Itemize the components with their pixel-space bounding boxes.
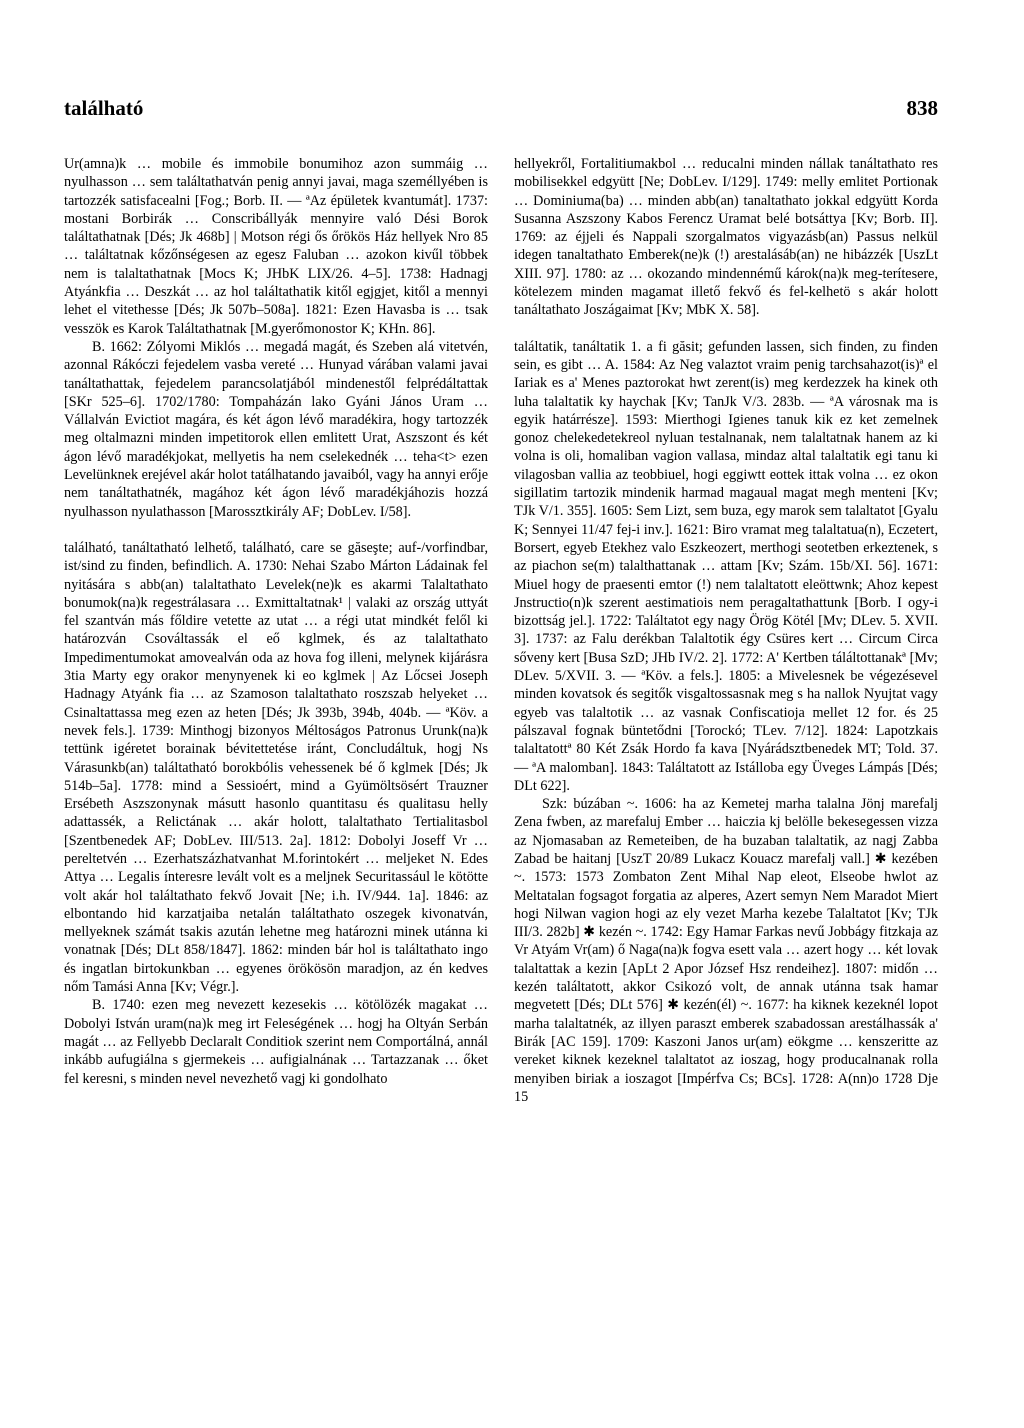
- left-paragraph: Ur(amna)k … mobile és immobile bonumihoz azon summáig … nyulhasson … sem találtathatván penig annyi javai, maga személlyében is tartozzék satisfacealni [Fog.; Borb. II. — ªAz épületek kvantumát]. 1737: mostani Borbirák … Conscribállyák mennyire való Dési Borok találtathatnak [Dés; Jk 468b] | Motson régi ős őrökös Ház hellyek Nro 85 … találtatnak kőzőnségesen az egesz Faluban … azokon kivűl többek nem is talaltathatnak [Mocs K; JHbK LIX/26. 4–5]. 1738: Hadnagj Atyánkfia … Deszkát … az hol találtathatik kitől egjgjet, kitől a mennyi lehet el vitethesse [Dés; Jk 507b–508a]. 1821: Ezen Havasba is … tsak vesszök es Karok Találtathatnak [M.gyerőmonostor K; KHn. 86].: [64, 156, 488, 337]
- running-headword: található: [64, 96, 144, 120]
- right-paragraph: hellyekről, Fortalitiumakbol … reducalni minden nállak tanáltathato res mobilisekkel edgyütt [Ne; DobLev. I/129]. 1749: melly emlitet Portionak … Dominiuma(ba) … minden abb(an) tanaltathato jokkal edgyütt Korda Susanna Aszszony Kabos Ferencz Uramat belé botsáttya [Kv; Borb. II]. 1769: az éjjeli és Nappali szorgalmatos vigyazásb(an) Passus nelkül idegen tanaltathato Emberek(ne)k (!) arestalásáb(an) ne hibázzék [UszLt XIII. 97]. 1780: az … okozando mindennémű károk(na)k meg-terítesere, kötelezem minden magamat illető fekvő és fel-kelhetö s akár holott tanáltathato Joszágaimat [Kv; MbK X. 58].: [514, 156, 938, 319]
- left-paragraph: B. 1740: ezen meg nevezett kezesekis … kötölözék magakat … Dobolyi István uram(na)k meg irt Feleségének … hogj ha Oltyán Serbán magát … az Fellyebb Declaralt Conditiok szerint nem Comportálná, annál inkább aufugiálna s gjermekeis … aufigialnának … Tartazzanak … őket fel keresni, s minden nevel nevezhető vagj ki gondolhato: [64, 997, 488, 1087]
- dictionary-entry: találtatik, tanáltatik 1. a fi găsit; gefunden lassen, sich finden, zu finden sein, es gibt … A. 1584: Az Neg valaztot vraim penig tarchsahazot(is)ª el Iariak es a' Menes paztorokat hwt zerent(is) meg kerdezzek ha kinek oth luha talaltatik ky haychak [Kv; TanJk V/3. 283b. — ªA városnak ma is egyik határrésze]. 1593: Mierthogi Igienes tanuk kik ez ket zemelnek gonoz chelekedetekreol nyluan testalnanak, nem talaltatnak hanem az ki volna is oli, homaliban vagion vallasa, mindaz altal talaltatik egi tanu ki vilagosban vallia az teobbiuel, hogi eggiwtt eottek ittak volna … ez okon sigillatim tartozik mindenik harmad magaual magat megh menteni [Kv; TJk V/1. 355]. 1605: Sem Lizt, sem buza, egy marok sem talaltatot [Gyalu K; Sennyei 11/47 fej-i inv.]. 1621: Biro vramat meg talaltatua(n), Eczetert, Borsert, egyeb Etekhez valo Eszkeozert, merthogi seotetben erkeztenek, s az piachon se(m) talalthattanak … attam [Kv; Szám. 15b/XI. 56]. 1671: Miuel hogy de praesenti emtor (!) nem talaltatott eleöttwnk; Ahoz kepest Jnstructio(n)k szerent aestimatiois nem peragaltathattunk [Borb. I ogy-i bizottság jel.]. 1722: Találtatot egy nagy Örög Kötél [Mv; DLev. 5. XVII. 3]. 1737: az Falu derékban Talaltotik égy Csüres kert … Circum Circa sőveny kert [Busa SzD; JHb IV/2. 2]. 1772: A' Kertben táláltottanakª [Mv; DLev. 5/XVII. 3. — ªKöv. a fels.]. 1805: a Mivelesnek be végezésevel minden kovatsok és segitők visgaltossasnak meg s ha nallok Nyujtat vagy egyeb vas talaltotik … az vasnak Confiscatioja mellet 12 for. és 25 pálszaval fognak büntetődni [Torockó; TLev. 7/12]. 1824: Lapotzkais talaltatottª 80 Két Zsák Hordo fa kava [Nyárádsztbenedek MT; Told. 37. — ªA malomban]. 1843: Találtatott az Istálloba egy Üveges Lámpás [Dés; DLt 622].: [514, 338, 938, 794]
- text-columns: [64, 155, 938, 1106]
- left-column: [64, 155, 488, 1106]
- page-number: 838: [906, 96, 938, 120]
- left-paragraph: B. 1662: Zólyomi Miklós … megadá magát, és Szeben alá vitetvén, azonnal Rákóczi fejedelem vasba vereté … Hunyad várában valami javai tanáltathattak, fejedelem parancsolatjából mindenestől felprédáltattak [SKr 525–6]. 1702/1780: Tompaházán lako Gyáni János Uram … Vállalván Evictiot magára, és két ágon lévő maradékira, hogy tartozzék meg oltalmazni minden impetitorok ellen emlitett Urat, Aszszont és két ágon lévő maradékjokat, mellyetis ha nem cselekednék … teha<t> ezen Levelünknek erejével akár holot tatálhatando javaiból, vagy ha annyi erője nem tanáltathatnék, magához két ágon lévő maradékjáhozis hozzá nyulhasson nyulathasson [Marossztkirály AF; DobLev. I/58].: [64, 338, 488, 520]
- dictionary-entry: található, tanáltatható lelhető, található, care se găseşte; auf-/vorfindbar, ist/sind zu finden, befindlich. A. 1730: Nehai Szabo Márton Ládainak fel nyitására s abb(an) talaltathato Levelek(ne)k es akarmi Talaltathato bonumok(na)k regestrálasara … Exmittaltatnak¹ | valaki az ország uttyát fel szantván más főldire vetette az utat … a régi utat mindkét felől ki határozván Csováltassák el eő kglmek, és az talaltathato Impedimentumokat amovealván oda az hova fog illeni, melynek kijárásra 3tia Marty egy orakor menynyenek ki eo kglmek | Az Lőcsei Joseph Hadnagy Atyánk fia … az Szamoson talaltathato roszszab helyeket … Csinaltattassa meg ezen az heten [Dés; Jk 393b, 394b, 404b. — ªKöv. a nevek fels.]. 1739: Minthogj bizonyos Méltoságos Patronus Urunk(na)k tettünk igéretet borainak bévitettetése iránt, Concludáltuk, hogj Ns Várasunkb(an) találtatható borokbólis vehessenek bé ő kglmek [Dés; Jk 514b–5a]. 1778: mind a Sessioért, mind a Gyümöltsösért Trauzner Ersébeth Aszszonynak másutt hasonlo quantitasu és qualitasu helly adattassék, a Relictának … akár holott, talaltathato Tertialitasbol [Szentbenedek AF; DobLev. III/513. 2a]. 1812: Dobolyi Joseff Vr … pereltetvén … Ezerhatszázhatvanhat M.forintokért … meljeket N. Edes Attya … Legalis ínteresre levált volt es a meljnek Securitassául le kötötte volt akár hol találtathato fekvő Jovait [Ne; i.h. IV/944. 1a]. 1846: az elbontando hid karzatjaiba netalán találtathato oszegek kivonatván, mellyeknek számát tsakis azután lehetne meg határozni minek utánna ki vonatnak [Dés; DLt 858/1847]. 1862: minden bár hol is találtathato ingo és ingatlan birtokunkban … egyenes örökösön maradjon, az én kedves nőm Tamási Anna [Kv; Végr.].: [64, 539, 488, 996]
- right-column: [514, 155, 938, 1106]
- right-paragraph: Szk: búzában ~. 1606: ha az Kemetej marha talalna Jönj marefalj Zena fwben, az marefaluj Ember … haiczia kj belölle bekesegessen vizza az Njomasaban az Remeteiben, de ha buzaban talaltatik, az nagj Zabba Zabad be haitanj [UszT 20/89 Lukacz Kouacz marefalj vall.] ✱ kezében ~. 1573: 1573 Zombaton Zent Mihal Nap eleot, Elseobe hwlot az Meltatalan fogsagot forgatia az alperes, Azert semyn Nem Maradot Miert hogi Nilwan vagion hogi az ely vezet Marha kezebe Talaltatot [Kv; TJk III/3. 282b] ✱ kezén ~. 1742: Egy Hamar Farkas nevű Jobbágy fitzkaja az Vr Atyám Vr(am) ő Naga(na)k fogva esett vala … azert hogy … két lovak talaltattak a kezin [ApLt 2 Apor József Hsz rendeihez]. 1807: midőn … kezén találtatott, akkor Csikozó volt, de annak utánna tsak hamar megvetett [Dés; DLt 576] ✱ kezén(él) ~. 1677: ha kiknek kezeknél lopot marha talaltatnék, az illyen paraszt emberek szabadossan arestálhassák a' Birák [AC 159]. 1709: Kaszoni Janos ur(am) eökgme … kenszeritte az vereket kiknek kezeknel talaltatot az ioszag, hogy producalnanak rolla menyiben biriak a ioszagot [Impérfva Cs; BCs]. 1728: A(nn)o 1728 Dje 15: [514, 796, 938, 1105]
- running-head: [64, 96, 938, 121]
